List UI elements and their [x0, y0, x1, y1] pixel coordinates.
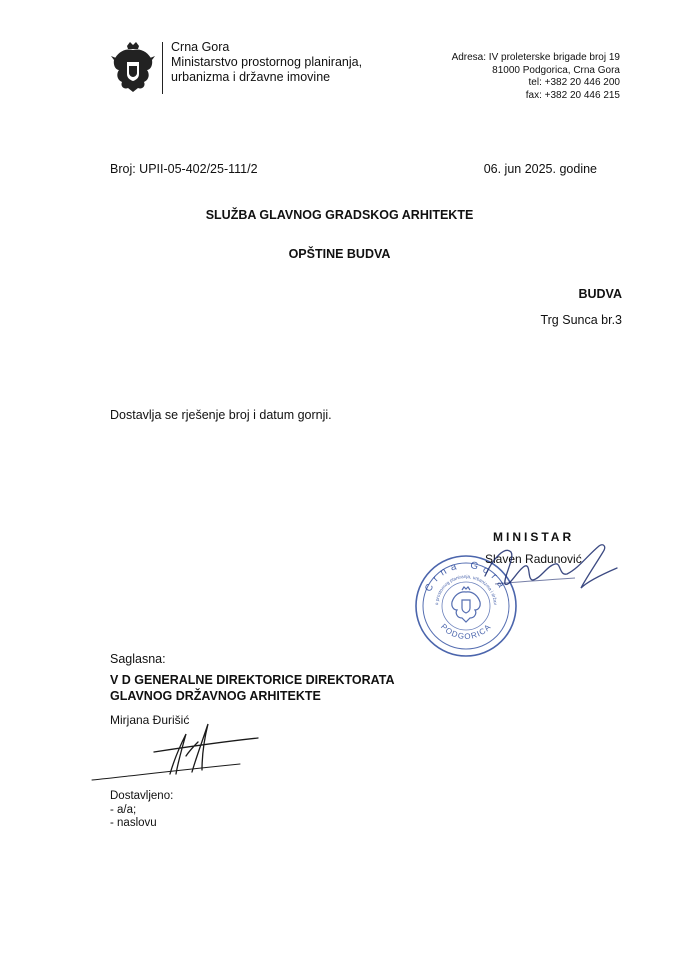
minister-title: MINISTAR	[493, 530, 575, 544]
ministry-block	[171, 40, 362, 85]
coat-of-arms-icon	[110, 40, 156, 94]
consent-label: Saglasna:	[110, 652, 166, 666]
header-divider	[162, 42, 163, 94]
tel-line: tel: +382 20 446 200	[528, 77, 620, 88]
delivery-block	[110, 790, 173, 831]
minister-signature-icon	[475, 538, 625, 598]
stamp-ring-text: o prostornog planiranja, urbanizma i držav	[433, 573, 498, 606]
ministry-name-line2: urbanizma i državne imovine	[171, 70, 331, 84]
svg-text:PODGORICA	[439, 622, 493, 641]
recipient-line1: SLUŽBA GLAVNOG GRADSKOG ARHITEKTE	[205, 208, 474, 222]
document-date: 06. jun 2025. godine	[483, 162, 597, 176]
delivery-item: - naslovu	[110, 817, 157, 829]
recipient-city: BUDVA	[578, 287, 622, 301]
contact-block	[452, 52, 620, 102]
fax-line: fax: +382 20 446 215	[525, 89, 620, 101]
stamp-top-text: Crna Gora	[423, 559, 509, 594]
delivery-item: - a/a;	[110, 803, 137, 816]
recipient-street: Trg Sunca br.3	[540, 313, 622, 327]
consent-signature-icon	[90, 712, 280, 790]
delivery-label: Dostavljeno:	[110, 790, 174, 802]
address-line: Adresa: IV proleterske brigade broj 19	[451, 52, 620, 63]
ministry-name-line1: Ministarstvo prostornog planiranja,	[171, 55, 363, 69]
recipient-line2: OPŠTINE BUDVA	[288, 247, 391, 261]
postal-line: 81000 Podgorica, Crna Gora	[492, 64, 620, 76]
consent-dept-line2: GLAVNOG DRŽAVNOG ARHITEKTE	[110, 689, 321, 703]
body-text: Dostavlja se rješenje broj i datum gornji.	[110, 408, 332, 422]
stamp-bottom-text: PODGORICA	[438, 622, 494, 642]
reference-number: Broj: UPII-05-402/25-111/2	[110, 162, 258, 176]
country-name: Crna Gora	[171, 40, 230, 54]
minister-name: Slaven Radunović	[485, 552, 582, 566]
consent-signatory-name: Mirjana Đurišić	[110, 713, 190, 727]
consent-dept-line1: V D GENERALNE DIREKTORICE DIREKTORATA	[110, 673, 395, 687]
